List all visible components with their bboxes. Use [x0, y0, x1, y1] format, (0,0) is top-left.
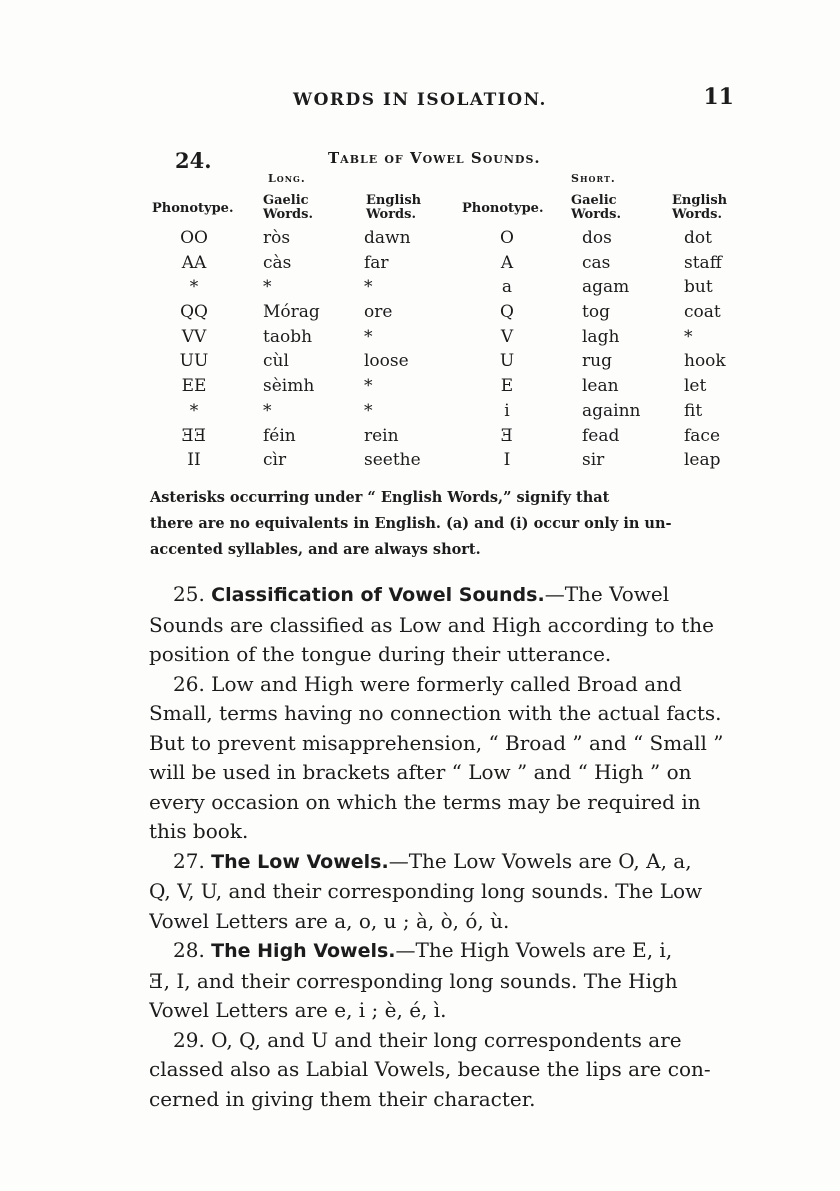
footnote-line: accented syllables, and are always short. — [150, 541, 481, 558]
table-cell: * — [263, 400, 272, 421]
table-cell: rug — [582, 351, 612, 372]
paragraph-heading: Classification of Vowel Sounds. — [211, 584, 545, 606]
table-cell: AA — [181, 252, 207, 273]
paragraph-line: Vowel Letters are a, o, u ; à, ò, ó, ù. — [149, 908, 510, 933]
table-cell: Ǝ — [500, 425, 514, 446]
table-row — [0, 426, 840, 451]
footnote-line: there are no equivalents in English. (a) and (i) occur only in un- — [150, 515, 672, 532]
table-cell: sir — [582, 450, 605, 471]
table-cell: dawn — [364, 228, 411, 248]
table-cell: againn — [582, 400, 641, 421]
table-cell: fead — [582, 425, 620, 446]
table-cell: EE — [181, 376, 207, 397]
paragraph-number: 26. — [173, 671, 205, 696]
paragraph-line: cerned in giving them their character. — [149, 1086, 536, 1111]
table-row — [0, 253, 840, 278]
paragraph-25-first-line — [149, 580, 737, 611]
table-row — [0, 351, 840, 376]
paragraph-line: O, Q, and U and their long correspondents are — [211, 1027, 682, 1052]
paragraph-number: 28. — [173, 938, 205, 962]
paragraph-number: 27. — [173, 848, 205, 873]
table-cell: ore — [364, 302, 393, 323]
group-long-label: Long. — [268, 172, 306, 185]
table-row — [0, 228, 840, 253]
table-cell: * — [189, 400, 199, 421]
table-cell: Q — [500, 302, 514, 323]
paragraph-27-first-line — [149, 847, 737, 878]
table-cell: Mórag — [263, 302, 320, 323]
paragraph-line: Q, V, U, and their corresponding long sounds. The Low — [149, 879, 703, 903]
table-cell: II — [187, 450, 201, 471]
table-cell: * — [364, 400, 373, 421]
paragraph-line: —The Low Vowels are O, A, a, — [388, 848, 692, 873]
table-row — [0, 277, 840, 302]
footnote-line: Asterisks occurring under “ English Words,” signify that — [150, 489, 610, 506]
vowel-table — [0, 228, 840, 475]
paragraph-line: classed also as Labial Vowels, because the lips are con- — [149, 1057, 711, 1081]
table-cell: leap — [684, 450, 721, 471]
running-header: WORDS IN ISOLATION. — [293, 90, 547, 110]
paragraph-line: Small, terms having no connection with the actual facts. — [149, 701, 722, 725]
table-cell: lean — [582, 376, 619, 397]
table-cell: OO — [180, 228, 208, 248]
table-cell: cìr — [263, 450, 287, 471]
table-footnote — [150, 485, 735, 563]
table-cell: A — [500, 252, 514, 273]
table-cell: cùl — [263, 351, 289, 372]
table-cell: ƎƎ — [181, 425, 207, 446]
table-cell: let — [684, 376, 707, 397]
table-cell: càs — [263, 252, 292, 273]
paragraph-heading: The Low Vowels. — [211, 850, 389, 873]
table-cell: tog — [582, 302, 610, 323]
col-header-phonotype-short: Phonotype. — [462, 201, 544, 216]
paragraph-number: 25. — [173, 582, 205, 606]
table-cell: far — [364, 252, 389, 273]
col-header-gaelic-long: Gaelic Words. — [263, 193, 313, 222]
table-cell: hook — [684, 351, 726, 372]
table-cell: féin — [263, 425, 296, 446]
table-cell: * — [189, 277, 199, 298]
table-cell: QQ — [180, 302, 208, 323]
col-header-gaelic-short: Gaelic Words. — [571, 193, 621, 222]
paragraph-line: Low and High were formerly called Broad and — [211, 671, 682, 696]
table-title: Table of Vowel Sounds. — [328, 149, 541, 167]
table-cell: dot — [684, 228, 712, 248]
table-cell: V — [500, 326, 514, 347]
table-cell: loose — [364, 351, 409, 372]
table-cell: face — [684, 425, 721, 446]
col-header-english-long: English Words. — [366, 193, 422, 222]
body-text — [149, 580, 737, 1114]
paragraph-line: —The High Vowels are E, i, — [395, 938, 673, 962]
paragraph-29-first-line — [149, 1026, 737, 1056]
table-row — [0, 327, 840, 352]
table-cell: ròs — [263, 228, 291, 248]
table-cell: UU — [179, 351, 209, 372]
table-cell: dos — [582, 228, 612, 248]
paragraph-28-first-line — [149, 936, 737, 967]
paragraph-line: will be used in brackets after “ Low ” and “ High ” on — [149, 760, 692, 784]
table-cell: * — [364, 376, 373, 397]
table-row — [0, 450, 840, 475]
table-cell: lagh — [582, 326, 620, 347]
table-cell: staff — [684, 252, 722, 273]
table-cell: VV — [181, 326, 207, 347]
paragraph-line: every occasion on which the terms may be required in — [149, 789, 701, 814]
table-cell: E — [500, 376, 514, 397]
paragraph-line: Sounds are classified as Low and High according to the — [149, 612, 714, 637]
table-cell: I — [503, 450, 511, 471]
table-cell: * — [263, 277, 272, 298]
col-header-english-short: English Words. — [672, 193, 728, 222]
table-cell: i — [504, 400, 510, 421]
table-cell: rein — [364, 425, 399, 446]
table-cell: sèimh — [263, 376, 315, 397]
table-cell: * — [364, 277, 373, 298]
table-cell: * — [364, 326, 373, 347]
table-cell: O — [500, 228, 514, 248]
table-cell: * — [684, 326, 693, 347]
paragraph-line: Ǝ, I, and their corresponding long sounds. The High — [149, 968, 678, 993]
table-row — [0, 401, 840, 426]
table-cell: fit — [684, 400, 703, 421]
table-row — [0, 302, 840, 327]
page-number: 11 — [703, 84, 734, 110]
col-header-phonotype-long: Phonotype. — [152, 201, 234, 216]
table-cell: seethe — [364, 450, 421, 471]
paragraph-line: But to prevent misapprehension, “ Broad ” and “ Small ” — [149, 730, 724, 755]
table-cell: taobh — [263, 326, 313, 347]
paragraph-line: Vowel Letters are e, i ; è, é, ì. — [149, 998, 447, 1022]
paragraph-number: 29. — [173, 1027, 205, 1052]
paragraph-heading: The High Vowels. — [211, 940, 396, 962]
paragraph-26-first-line — [149, 670, 737, 700]
table-cell: coat — [684, 302, 721, 323]
table-row — [0, 376, 840, 401]
table-cell: a — [501, 277, 513, 298]
table-cell: cas — [582, 252, 611, 273]
paragraph-line: —The Vowel — [544, 582, 670, 606]
table-section-number: 24. — [175, 148, 212, 173]
table-cell: agam — [582, 277, 630, 298]
paragraph-line: this book. — [149, 819, 249, 843]
table-cell: but — [684, 277, 713, 298]
paragraph-line: position of the tongue during their utterance. — [149, 642, 612, 666]
table-cell: U — [499, 351, 515, 372]
group-short-label: Short. — [571, 172, 616, 185]
